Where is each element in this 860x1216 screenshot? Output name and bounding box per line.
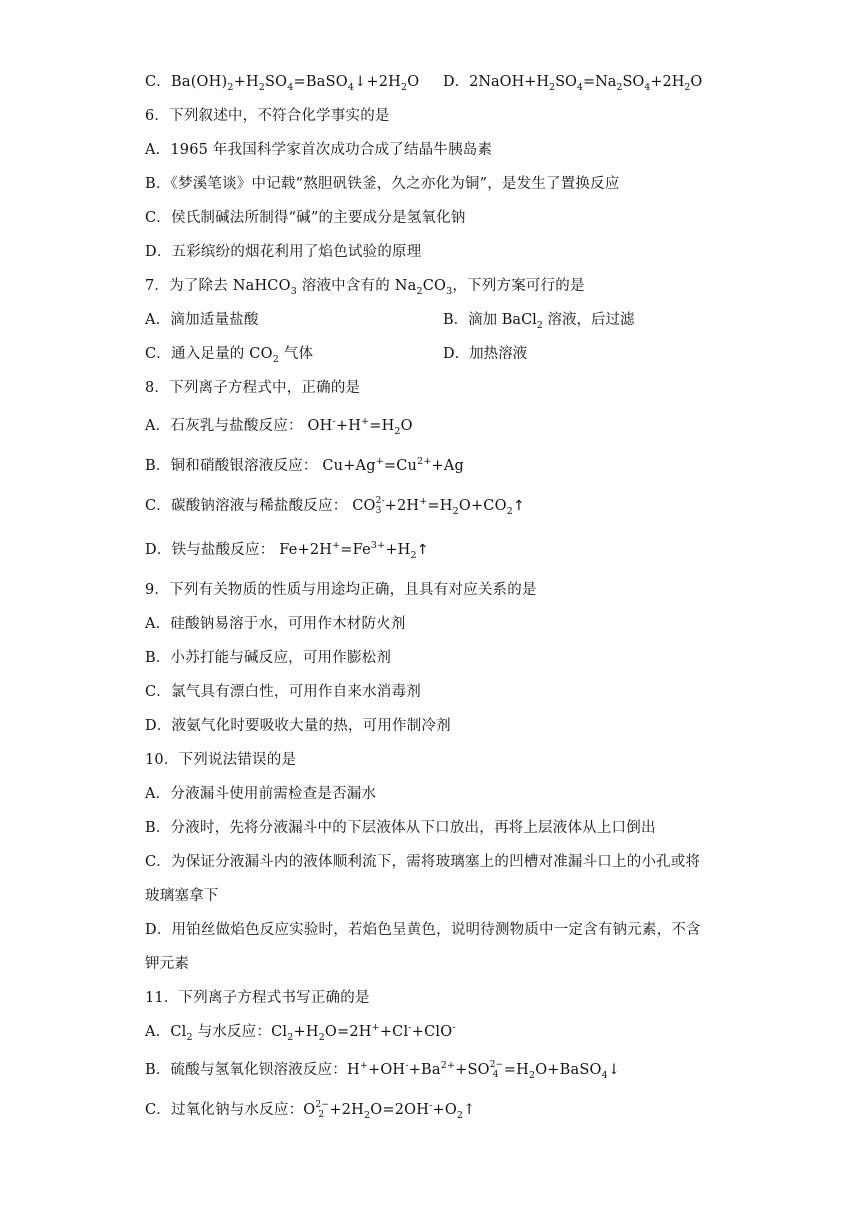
q10-option-c-line2: 玻璃塞拿下 [145,888,219,904]
q5-option-c: C．$Ba(OH)_2+H_2SO_4=BaSO_4↓+2H_2O$ [145,74,420,93]
q7-option-b: B．滴加 BaCl$_2$ 溶液，后过滤 [443,312,635,331]
q10-option-d-line2: 钾元素 [145,956,190,972]
q10-option-d-line1: D．用铂丝做焰色反应实验时，若焰色呈黄色，说明待测物质中一定含有钠元素，不含 [145,922,701,938]
q8-stem: 8．下列离子方程式中，正确的是 [145,380,361,396]
q11-stem: 11．下列离子方程式书写正确的是 [145,990,370,1006]
q10-option-b: B．分液时，先将分液漏斗中的下层液体从下口放出，再将上层液体从上口倒出 [145,820,656,836]
q10-option-a: A．分液漏斗使用前需检查是否漏水 [145,786,377,802]
q10-option-c-line1: C．为保证分液漏斗内的液体顺利流下，需将玻璃塞上的凹槽对准漏斗口上的小孔或将 [145,854,701,870]
q10-stem: 10．下列说法错误的是 [145,752,297,768]
q9-option-a: A．硅酸钠易溶于水，可用作木材防火剂 [145,616,406,632]
q11-option-c: C．过氧化钠与水反应：O 2− 2 $+2H_2O=2OH^-+O_2↑$ [145,1100,476,1121]
q11-option-a: A．$Cl_2$ 与水反应：$Cl_2+H_2O=2H^++Cl^-+ClO^-$ [145,1022,456,1043]
q7-option-d: D．加热溶液 [443,346,528,362]
q6-stem: 6．下列叙述中，不符合化学事实的是 [145,108,390,124]
q8-option-d: D．铁与盐酸反应： $Fe+2H^+=Fe^{3+}+H_2↑$ [145,540,429,561]
q5-option-d: D．$2NaOH+H_2SO_4=Na_2SO_4+2H_2O$ [443,74,703,93]
q11-option-b: B．硫酸与氢氧化钡溶液反应：$H^++OH^-+Ba^{2+}+SO$ 2− 4 $=H_2O+BaSO_4↓$ [145,1060,621,1081]
q8-option-a: A．石灰乳与盐酸反应： $OH^-+H^+=H_2O$ [145,416,413,437]
q9-option-b: B．小苏打能与碱反应，可用作膨松剂 [145,650,392,666]
q7-option-a: A．滴加适量盐酸 [145,312,259,328]
q6-option-c: C．侯氏制碱法所制得“碱”的主要成分是氢氧化钠 [145,210,466,226]
q8-option-c: C．碳酸钠溶液与稀盐酸反应： CO 2- 3 $+2H^+=H_2O+CO_2↑$ [145,496,525,517]
q6-option-d: D．五彩缤纷的烟花利用了焰色试验的原理 [145,244,422,260]
gas-arrow-icon: ↑ [512,498,525,514]
q9-option-d: D．液氨气化时要吸收大量的热，可用作制冷剂 [145,718,451,734]
q6-option-b: B．《梦溪笔谈》中记载“熬胆矾铁釜，久之亦化为铜”，是发生了置换反应 [145,176,620,192]
q8-option-b: B．铜和硝酸银溶液反应： $Cu+Ag^+=Cu^{2+}+Ag$ [145,456,464,474]
q9-stem: 9．下列有关物质的性质与用途均正确，且具有对应关系的是 [145,582,537,598]
q6-option-a: A．1965 年我国科学家首次成功合成了结晶牛胰岛素 [145,142,493,158]
gas-arrow-icon: ↑ [416,542,429,558]
q7-stem: 7．为了除去 NaHCO$_3$ 溶液中含有的 $Na_2CO_3$，下列方案可行的是 [145,278,585,297]
q9-option-c: C．氯气具有漂白性，可用作自来水消毒剂 [145,684,421,700]
q7-option-c: C．通入足量的 $CO_2$ 气体 [145,346,314,365]
